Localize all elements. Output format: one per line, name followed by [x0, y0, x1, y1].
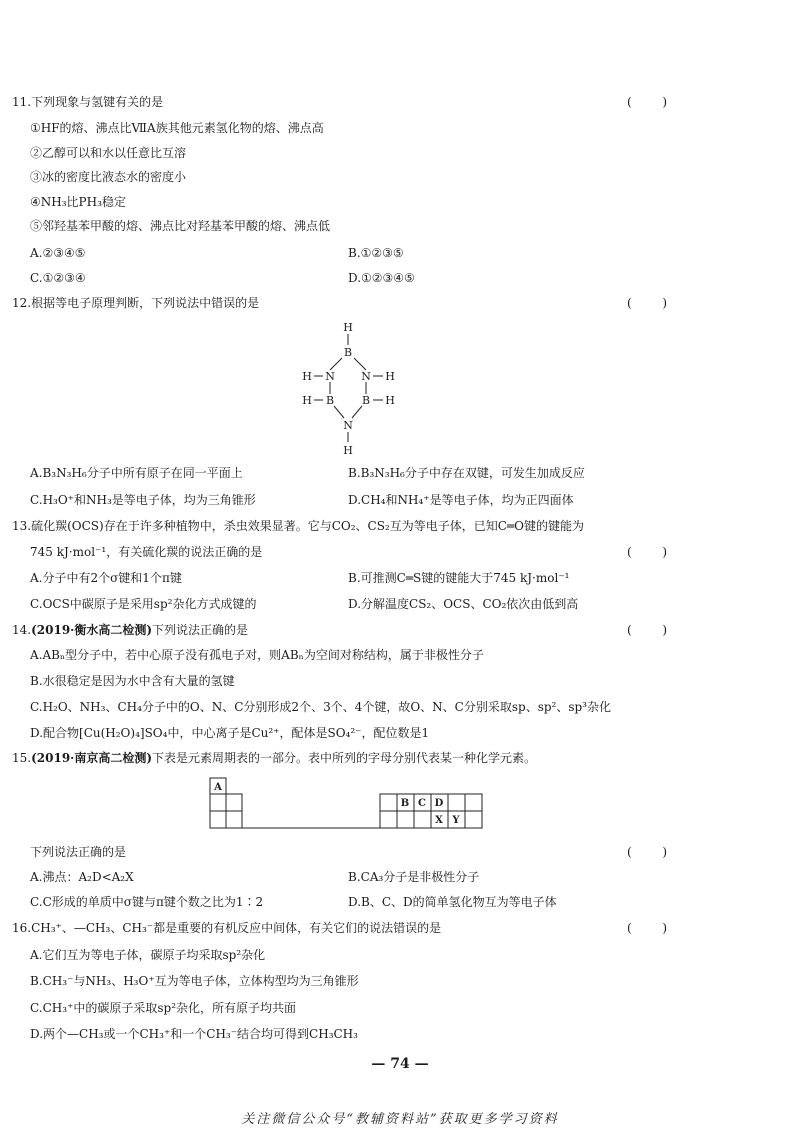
element-y: Y: [452, 815, 460, 826]
answer-paren: ( ): [627, 296, 667, 310]
option-row: [0, 463, 800, 483]
footer-note: 关注微信公众号“教辅资料站”获取更多学习资料: [241, 1112, 559, 1127]
element-a: A: [214, 782, 222, 793]
option-c: C.OCS中碳原子是采用sp²杂化方式成键的: [30, 597, 257, 611]
element-c: C: [418, 798, 426, 809]
option-c: C.CH₃⁺中的碳原子采取sp²杂化，所有原子均共面: [30, 1001, 297, 1015]
periodic-table-fragment: [200, 775, 500, 831]
option-a: A.分子中有2个σ键和1个π键: [30, 571, 182, 585]
option-row: [0, 892, 800, 912]
element-d: D: [434, 798, 444, 809]
option-a: A.B₃N₃H₆分子中所有原子在同一平面上: [30, 466, 243, 480]
option-row: [0, 243, 800, 263]
option-c: C.①②③④: [30, 271, 86, 285]
option-a: A.ABₙ型分子中，若中心原子没有孤电子对，则ABₙ为空间对称结构，属于非极性分子: [30, 648, 484, 662]
question-13-stem-cont: 745 kJ·mol⁻¹，有关硫化羰的说法正确的是 ( ): [0, 542, 800, 562]
answer-paren: ( ): [627, 95, 667, 109]
statement: ②乙醇可以和水以任意比互溶: [30, 146, 187, 160]
statement: ④NH₃比PH₃稳定: [30, 195, 126, 209]
option-row: [0, 568, 800, 588]
statement: ⑤邻羟基苯甲酸的熔、沸点比对羟基苯甲酸的熔、沸点低: [30, 219, 331, 233]
option-b: B.CH₃⁻与NH₃、H₃O⁺互为等电子体，立体构型均为三角锥形: [30, 974, 359, 988]
atom-n: N: [343, 419, 353, 432]
option-row: [0, 971, 800, 991]
question-12-stem: 12.根据等电子原理判断，下列说法中错误的是 ( ): [0, 293, 800, 313]
option-row: [0, 723, 800, 743]
option-d: D.分解温度CS₂、OCS、CO₂依次由低到高: [348, 597, 579, 611]
atom-h: H: [343, 444, 353, 457]
atom-b: B: [361, 394, 371, 407]
option-row: [0, 1024, 800, 1044]
option-row: [0, 490, 800, 510]
answer-paren: ( ): [627, 623, 667, 637]
q11-stem-text: 11.下列现象与氢键有关的是: [12, 95, 164, 109]
atom-h: H: [302, 394, 312, 407]
option-b: B.B₃N₃H₆分子中存在双键，可发生加成反应: [348, 466, 585, 480]
option-c: C.H₂O、NH₃、CH₄分子中的O、N、C分别形成2个、3个、4个键，故O、N、C分别采取sp、sp²、sp³杂化: [30, 700, 612, 714]
question-16-stem: 16.CH₃⁺、—CH₃、CH₃⁻都是重要的有机反应中间体，有关它们的说法错误的是 ( ): [0, 918, 800, 938]
option-row: [0, 945, 800, 965]
borazine-structure-diagram: [290, 320, 420, 460]
option-row: [0, 645, 800, 665]
option-d: D.配合物[Cu(H₂O)₄]SO₄中，中心离子是Cu²⁺，配体是SO₄²⁻，配位数是1: [30, 726, 430, 740]
option-d: D.CH₄和NH₄⁺是等电子体，均为正四面体: [348, 493, 574, 507]
atom-h: H: [343, 321, 353, 334]
answer-paren: ( ): [627, 921, 667, 935]
option-row: [0, 697, 800, 717]
question-source: (2019·衡水高二检测): [31, 623, 153, 637]
question-15-stem-cont: 下列说法正确的是 ( ): [0, 842, 800, 862]
atom-h: H: [302, 370, 312, 383]
option-d: D.B、C、D的简单氢化物互为等电子体: [348, 895, 557, 909]
option-a: A.②③④⑤: [30, 246, 86, 260]
option-d: D.①②③④⑤: [348, 271, 415, 285]
question-15-stem: 15.(2019·南京高二检测)下表是元素周期表的一部分。表中所列的字母分别代表某一种化学元素。: [12, 751, 537, 765]
atom-n: N: [325, 370, 335, 383]
question-11-stem: [0, 92, 800, 112]
option-row: [0, 671, 800, 691]
statement: ③冰的密度比液态水的密度小: [30, 170, 187, 184]
option-d: D.两个—CH₃或一个CH₃⁺和一个CH₃⁻结合均可得到CH₃CH₃: [30, 1027, 358, 1041]
option-b: B.CA₃分子是非极性分子: [348, 870, 480, 884]
option-b: B.水很稳定是因为水中含有大量的氢键: [30, 674, 235, 688]
answer-paren: ( ): [627, 845, 667, 859]
answer-paren: ( ): [627, 545, 667, 559]
option-a: A.沸点：A₂D<A₂X: [30, 870, 134, 884]
option-row: [0, 268, 800, 288]
atom-h: H: [385, 370, 395, 383]
element-x: X: [435, 815, 443, 826]
option-row: [0, 998, 800, 1018]
option-row: [0, 867, 800, 887]
element-b: B: [400, 798, 410, 809]
option-b: B.可推测C═S键的键能大于745 kJ·mol⁻¹: [348, 571, 570, 585]
question-source: (2019·南京高二检测): [31, 751, 153, 765]
option-b: B.①②③⑤: [348, 246, 404, 260]
question-14-stem: 14.(2019·衡水高二检测)下列说法正确的是 ( ): [0, 620, 800, 640]
option-c: C.H₃O⁺和NH₃是等电子体，均为三角锥形: [30, 493, 256, 507]
question-13-stem: 13.硫化羰(OCS)存在于许多种植物中，杀虫效果显著。它与CO₂、CS₂互为等电子体，已知C═O键的键能为: [12, 519, 584, 533]
statement: ①HF的熔、沸点比ⅦA族其他元素氢化物的熔、沸点高: [30, 121, 324, 135]
atom-h: H: [385, 394, 395, 407]
option-row: [0, 594, 800, 614]
page-number: — 74 —: [371, 1056, 429, 1072]
atom-b: B: [343, 346, 353, 359]
option-a: A.它们互为等电子体，碳原子均采取sp²杂化: [30, 948, 266, 962]
atom-b: B: [325, 394, 335, 407]
option-c: C.C形成的单质中σ键与π键个数之比为1∶2: [30, 895, 264, 909]
atom-n: N: [361, 370, 371, 383]
